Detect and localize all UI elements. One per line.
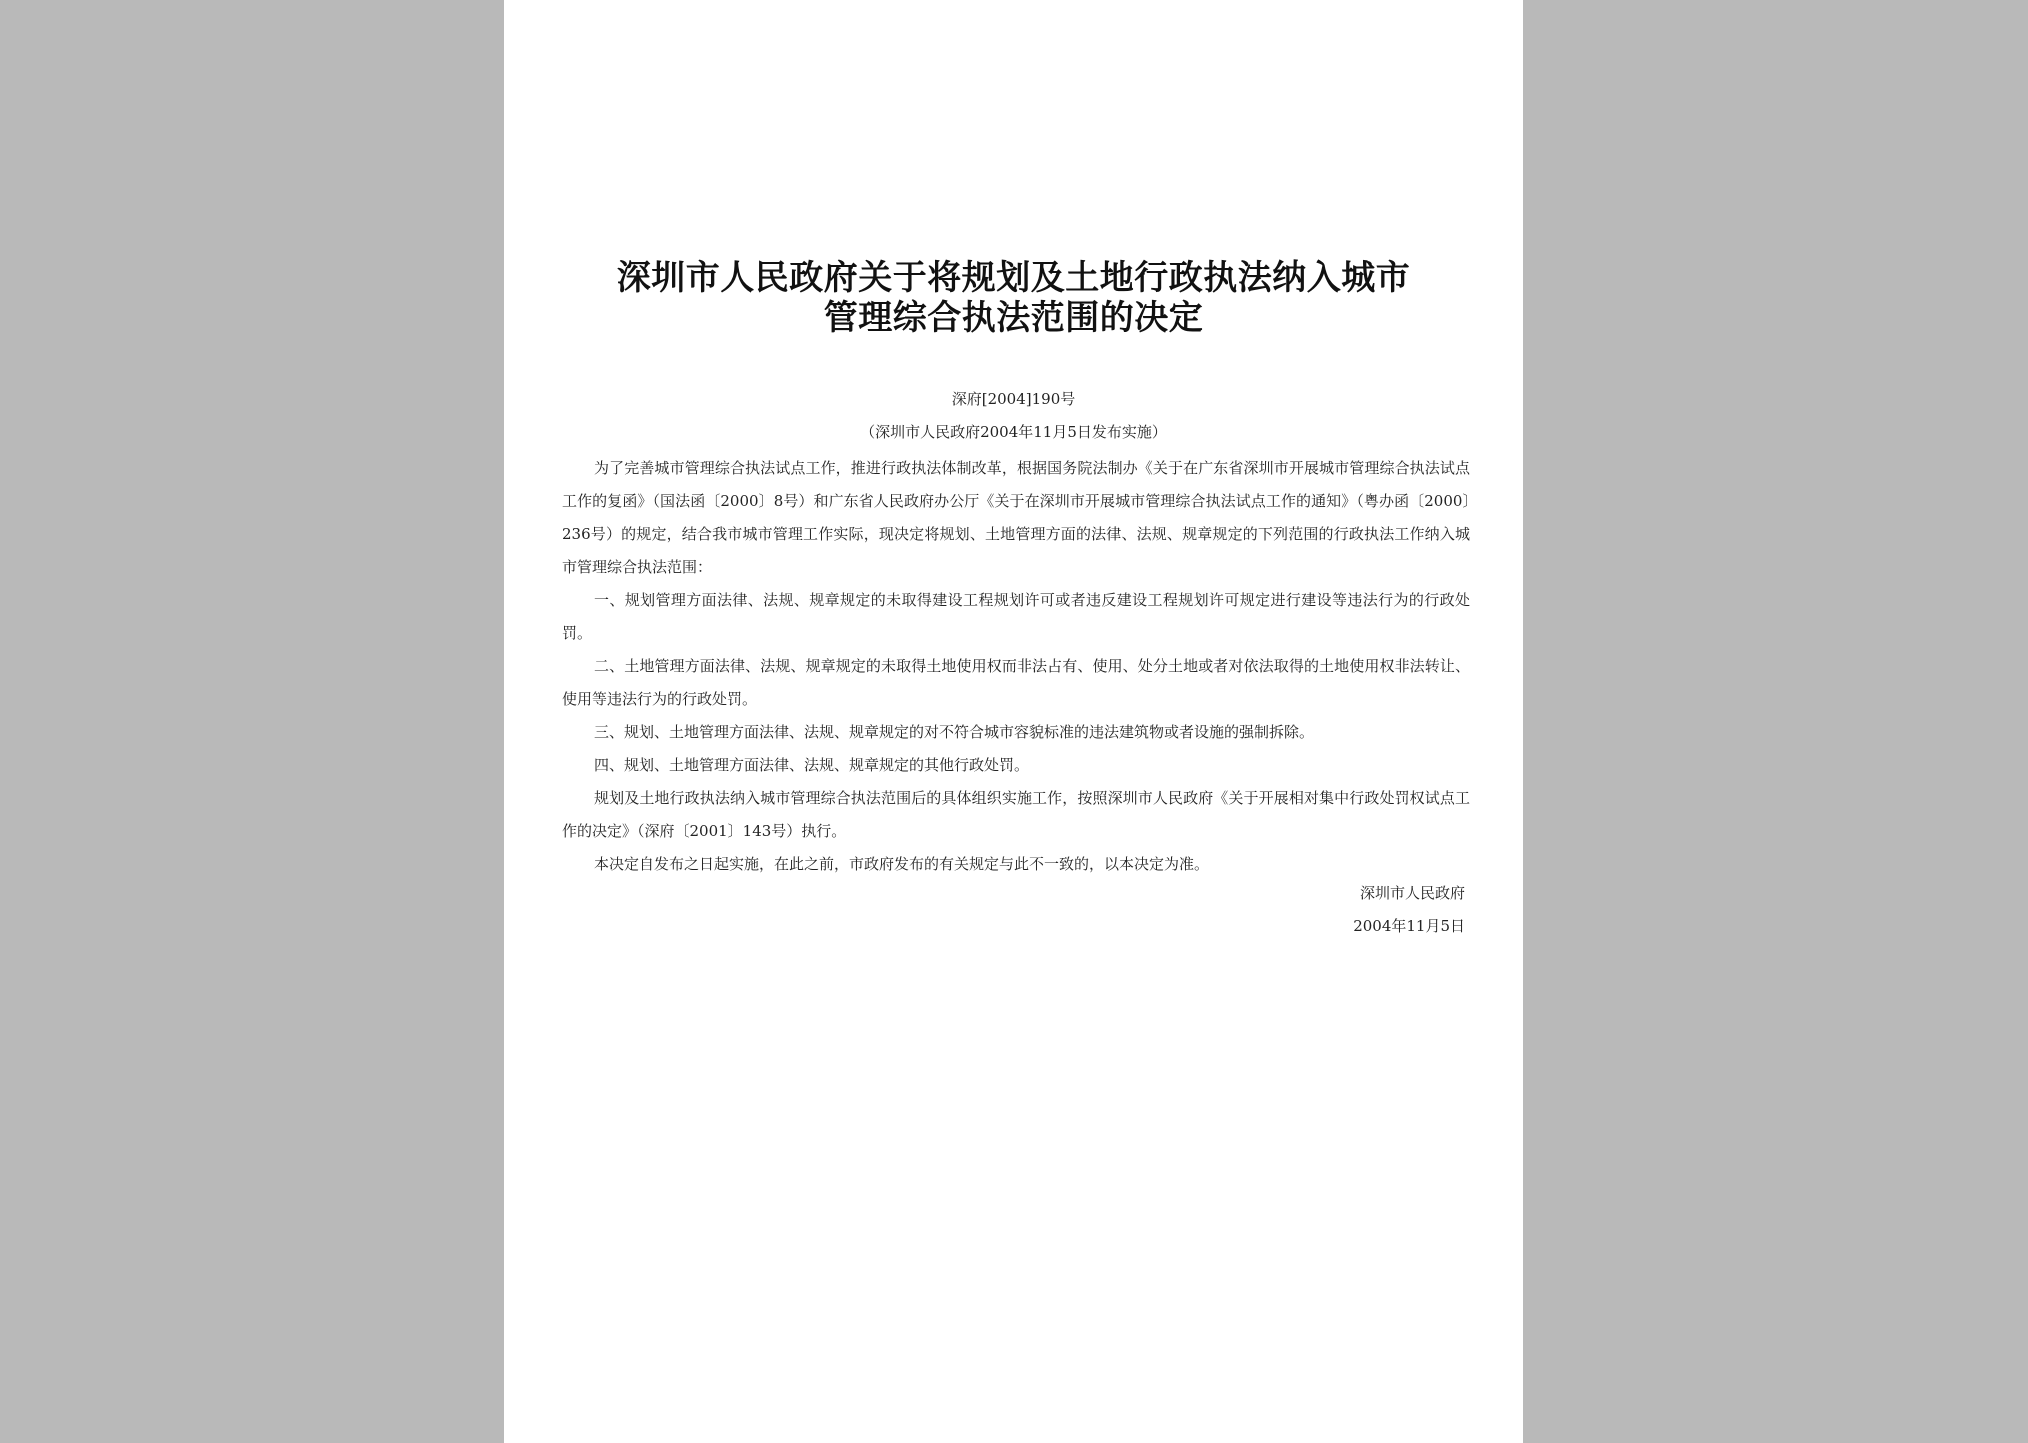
signature-block xyxy=(1353,877,1465,943)
document-page xyxy=(504,0,1523,1443)
paragraph-item-2: 二、土地管理方面法律、法规、规章规定的未取得土地使用权而非法占有、使用、处分土地或者对依法取得的土地使用权非法转让、使用等违法行为的行政处罚。 xyxy=(562,657,1470,708)
paragraph-item-4: 四、规划、土地管理方面法律、法规、规章规定的其他行政处罚。 xyxy=(594,756,1030,774)
issue-note: （深圳市人民政府2004年11月5日发布实施） xyxy=(860,423,1167,441)
paragraph-item-1: 一、规划管理方面法律、法规、规章规定的未取得建设工程规划许可或者违反建设工程规划许可规定进行建设等违法行为的行政处罚。 xyxy=(562,591,1470,642)
document-number: 深府[2004]190号 xyxy=(951,390,1076,408)
paragraph-implementation: 规划及土地行政执法纳入城市管理综合执法范围后的具体组织实施工作，按照深圳市人民政府《关于开展相对集中行政处罚权试点工作的决定》（深府〔2001〕143号）执行。 xyxy=(562,789,1470,840)
paragraph-intro: 为了完善城市管理综合执法试点工作，推进行政执法体制改革，根据国务院法制办《关于在广东省深圳市开展城市管理综合执法试点工作的复函》（国法函〔2000〕8号）和广东省人民政府办公厅《关于在深圳市开展城市管理综合执法试点工作的通知》（粤办函〔2000〕236号）的规定，结合我市城市管理工作实际，现决定将规划、土地管理方面的法律、法规、规章规定的下列范围的行政执法工作纳入城市管理综合执法范围： xyxy=(562,459,1470,576)
document-title xyxy=(564,258,1463,338)
signature-date: 2004年11月5日 xyxy=(1353,917,1465,935)
paragraph-effective: 本决定自发布之日起实施，在此之前，市政府发布的有关规定与此不一致的，以本决定为准。 xyxy=(594,855,1210,873)
paragraph-item-3: 三、规划、土地管理方面法律、法规、规章规定的对不符合城市容貌标准的违法建筑物或者设施的强制拆除。 xyxy=(594,723,1315,741)
document-body xyxy=(562,452,1470,881)
signature-org: 深圳市人民政府 xyxy=(1359,884,1465,902)
title-line-2: 管理综合执法范围的决定 xyxy=(823,298,1204,338)
title-line-1: 深圳市人民政府关于将规划及土地行政执法纳入城市 xyxy=(616,258,1411,298)
